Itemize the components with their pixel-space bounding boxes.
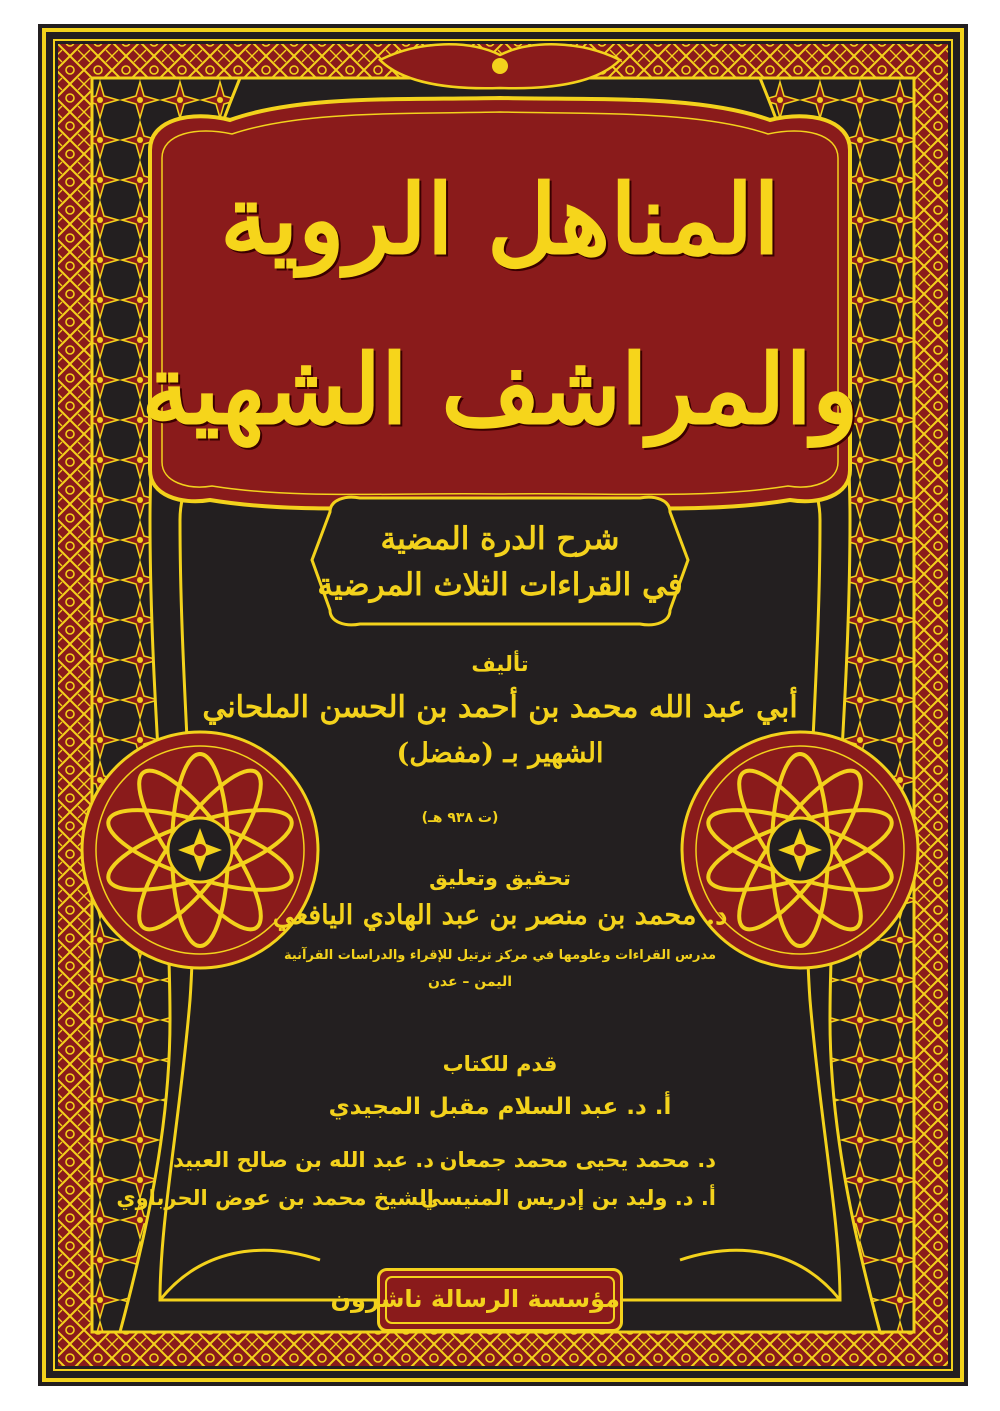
foreword-name-3: أ. د. وليد بن إدريس المنيسي — [420, 1186, 716, 1210]
book-title-line-1: المناهل الروية — [220, 163, 780, 276]
author-label: تأليف — [471, 652, 529, 676]
book-title-line-2: والمراشف الشهية — [141, 333, 859, 446]
editor-role: مدرس القراءات وعلومها في مركز ترتيل للإقراء والدراسات القرآنية — [283, 948, 717, 963]
author-death-date: (ت ٩٣٨ هـ) — [421, 810, 499, 826]
foreword-name-4: الشيخ محمد بن عوض الحرباوي — [116, 1186, 434, 1210]
editor-label: تحقيق وتعليق — [429, 866, 571, 890]
author-known-as: الشهير بـ (مفضل) — [396, 738, 604, 769]
subtitle-line-1: شرح الدرة المضية — [380, 521, 620, 557]
foreword-name-1: د. محمد يحيى محمد جمعان — [439, 1148, 716, 1172]
foreword-name-2: د. عبد الله بن صالح العبيد — [173, 1148, 434, 1172]
publisher-name: مؤسسة الرسالة ناشرون — [330, 1285, 620, 1313]
editor-name: د. محمد بن منصر بن عبد الهادي اليافعي — [272, 900, 728, 931]
editor-location: اليمن – عدن — [427, 974, 513, 990]
subtitle-line-2: في القراءات الثلاث المرضية — [317, 567, 683, 603]
author-name: أبي عبد الله محمد بن أحمد بن الحسن الملحاني — [202, 690, 798, 725]
publisher-badge — [330, 1268, 623, 1332]
foreword-label: قدم للكتاب — [442, 1052, 558, 1076]
foreword-lead-name: أ. د. عبد السلام مقبل المجيدي — [328, 1094, 672, 1120]
